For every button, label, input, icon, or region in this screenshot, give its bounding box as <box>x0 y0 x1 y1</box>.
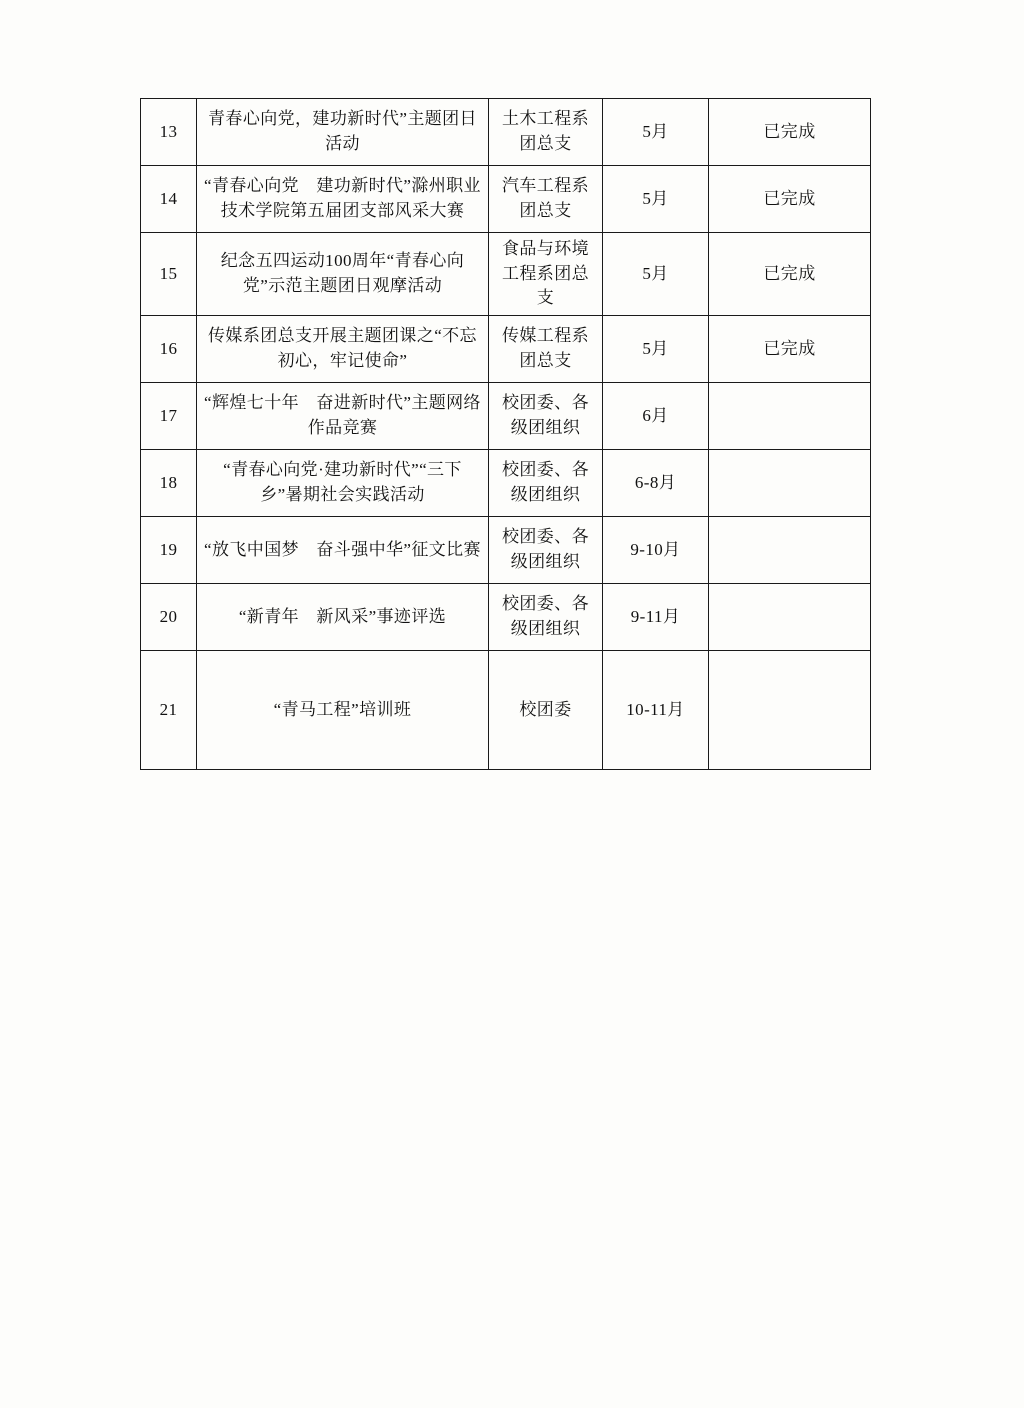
row-number: 13 <box>141 99 197 166</box>
activity-name: 传媒系团总支开展主题团课之“不忘初心，牢记使命” <box>197 315 489 382</box>
completion-status: 已完成 <box>709 315 871 382</box>
activity-time: 5月 <box>603 99 709 166</box>
completion-status: 已完成 <box>709 166 871 233</box>
row-number: 17 <box>141 382 197 449</box>
table-row <box>141 233 871 316</box>
completion-status <box>709 650 871 769</box>
table-row <box>141 449 871 516</box>
table-body <box>141 99 871 770</box>
table-row <box>141 650 871 769</box>
table-row <box>141 166 871 233</box>
activity-name: “青春心向党·建功新时代”“三下乡”暑期社会实践活动 <box>197 449 489 516</box>
row-number: 21 <box>141 650 197 769</box>
activity-name: “青春心向党 建功新时代”滁州职业技术学院第五届团支部风采大赛 <box>197 166 489 233</box>
activity-schedule-table <box>140 98 871 770</box>
row-number: 20 <box>141 583 197 650</box>
activity-name: “放飞中国梦 奋斗强中华”征文比赛 <box>197 516 489 583</box>
responsible-unit: 校团委 <box>489 650 603 769</box>
activity-time: 5月 <box>603 315 709 382</box>
activity-time: 10-11月 <box>603 650 709 769</box>
activity-time: 5月 <box>603 166 709 233</box>
row-number: 19 <box>141 516 197 583</box>
responsible-unit: 土木工程系团总支 <box>489 99 603 166</box>
responsible-unit: 汽车工程系团总支 <box>489 166 603 233</box>
responsible-unit: 校团委、各级团组织 <box>489 382 603 449</box>
table-row <box>141 315 871 382</box>
activity-name: 纪念五四运动100周年“青春心向党”示范主题团日观摩活动 <box>197 233 489 316</box>
completion-status <box>709 449 871 516</box>
row-number: 15 <box>141 233 197 316</box>
completion-status: 已完成 <box>709 233 871 316</box>
activity-time: 6-8月 <box>603 449 709 516</box>
activity-name: “辉煌七十年 奋进新时代”主题网络作品竞赛 <box>197 382 489 449</box>
activity-time: 9-11月 <box>603 583 709 650</box>
activity-name: “青马工程”培训班 <box>197 650 489 769</box>
row-number: 18 <box>141 449 197 516</box>
responsible-unit: 传媒工程系团总支 <box>489 315 603 382</box>
table-row <box>141 516 871 583</box>
completion-status <box>709 583 871 650</box>
activity-name: 青春心向党，建功新时代”主题团日活动 <box>197 99 489 166</box>
completion-status <box>709 382 871 449</box>
activity-time: 5月 <box>603 233 709 316</box>
activity-time: 6月 <box>603 382 709 449</box>
row-number: 16 <box>141 315 197 382</box>
table-row <box>141 583 871 650</box>
responsible-unit: 食品与环境工程系团总支 <box>489 233 603 316</box>
responsible-unit: 校团委、各级团组织 <box>489 516 603 583</box>
responsible-unit: 校团委、各级团组织 <box>489 583 603 650</box>
completion-status <box>709 516 871 583</box>
table-row <box>141 99 871 166</box>
activity-name: “新青年 新风采”事迹评选 <box>197 583 489 650</box>
responsible-unit: 校团委、各级团组织 <box>489 449 603 516</box>
completion-status: 已完成 <box>709 99 871 166</box>
row-number: 14 <box>141 166 197 233</box>
activity-time: 9-10月 <box>603 516 709 583</box>
table-row <box>141 382 871 449</box>
